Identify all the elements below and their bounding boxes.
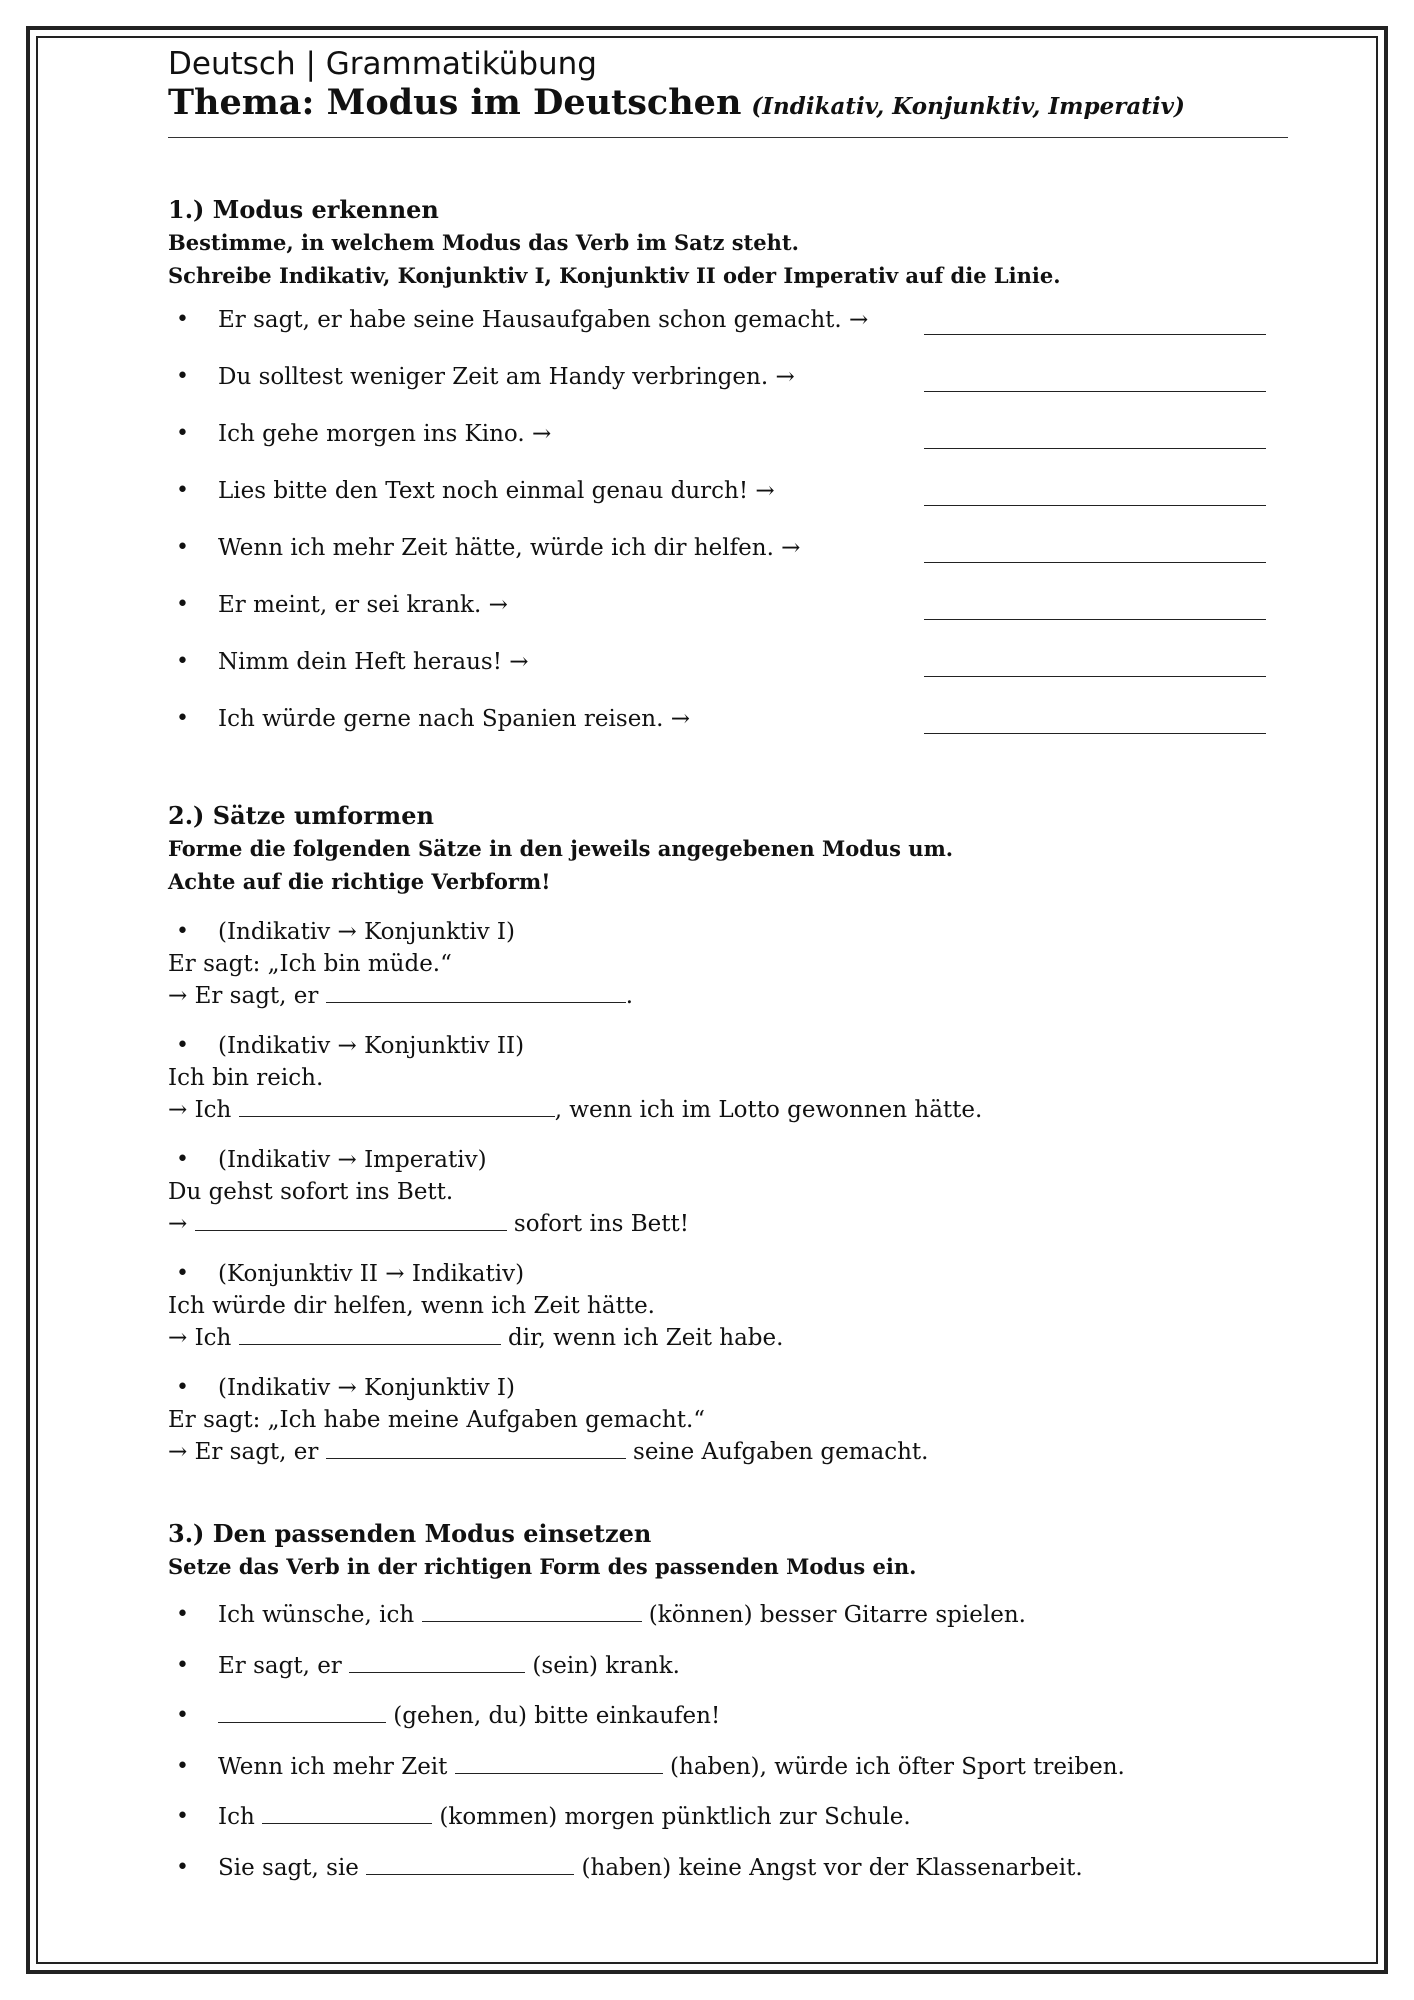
sentence-text: Wenn ich mehr Zeit hätte, würde ich dir helfen. → — [218, 535, 801, 561]
answer-blank[interactable] — [239, 1094, 555, 1117]
bullet-icon: • — [176, 364, 189, 389]
list-item — [168, 642, 1288, 699]
bullet-icon: • — [176, 421, 189, 446]
list-item — [168, 1747, 1288, 1798]
answer-suffix: , wenn ich im Lotto gewonnen hätte. — [554, 1097, 983, 1123]
sentence-text: Nimm dein Heft heraus! → — [218, 649, 529, 675]
answer-line[interactable] — [924, 733, 1266, 734]
answer-prefix: → Er sagt, er — [168, 1439, 326, 1465]
item-suffix: (haben), würde ich öfter Sport treiben. — [662, 1753, 1125, 1780]
answer-suffix: sofort ins Bett! — [506, 1211, 689, 1237]
answer-blank[interactable] — [195, 1208, 507, 1231]
answer-blank[interactable] — [455, 1751, 663, 1774]
section-1-instruction-1: Bestimme, in welchem Modus das Verb im Satz steht. — [168, 230, 799, 255]
bullet-icon: • — [176, 592, 189, 617]
list-item — [168, 300, 1288, 357]
section-1-title: 1.) Modus erkennen — [168, 195, 439, 224]
header-divider — [168, 137, 1288, 138]
page-title: Thema: Modus im Deutschen — [168, 82, 742, 123]
mode-label: (Konjunktiv II → Indikativ) — [218, 1261, 525, 1287]
list-item — [168, 1696, 1288, 1747]
answer-prefix: → Ich — [168, 1097, 239, 1123]
source-sentence: Er sagt: „Ich bin müde.“ — [168, 951, 452, 977]
bullet-icon: • — [176, 1804, 189, 1829]
answer-line[interactable] — [924, 562, 1266, 563]
list-item — [168, 471, 1288, 528]
item-prefix: Ich — [218, 1804, 263, 1830]
transform-exercise — [168, 1372, 1288, 1468]
list-item — [168, 1595, 1288, 1646]
item-prefix: Er sagt, er — [218, 1652, 350, 1679]
answer-row — [168, 1322, 1288, 1354]
list-item — [168, 699, 1288, 756]
answer-prefix: → Er sagt, er — [168, 983, 326, 1009]
answer-row — [168, 1208, 1288, 1240]
bullet-icon: • — [176, 1753, 189, 1779]
answer-line[interactable] — [924, 676, 1266, 677]
answer-line[interactable] — [924, 619, 1266, 620]
list-item — [168, 1848, 1288, 1899]
answer-prefix: → — [168, 1211, 195, 1237]
answer-line[interactable] — [924, 505, 1266, 506]
list-item — [168, 528, 1288, 585]
item-suffix: (haben) keine Angst vor der Klassenarbeit. — [574, 1854, 1083, 1881]
sentence-text: Du solltest weniger Zeit am Handy verbringen. → — [218, 364, 795, 390]
sentence-text: Er sagt, er habe seine Hausaufgaben schon gemacht. → — [218, 307, 869, 333]
bullet-icon: • — [176, 478, 189, 503]
answer-line[interactable] — [924, 334, 1266, 335]
bullet-icon: • — [176, 1261, 189, 1286]
list-item — [168, 357, 1288, 414]
transform-exercise — [168, 916, 1288, 1012]
answer-blank[interactable] — [239, 1322, 501, 1345]
subject: Deutsch — [168, 46, 296, 82]
section-1-instruction-2: Schreibe Indikativ, Konjunktiv I, Konjunktiv II oder Imperativ auf die Linie. — [168, 263, 1061, 288]
transform-exercise — [168, 1030, 1288, 1126]
mode-label: (Indikativ → Konjunktiv I) — [218, 1375, 515, 1401]
bullet-icon: • — [176, 307, 189, 332]
header-separator: | — [305, 46, 316, 82]
section-3-title: 3.) Den passenden Modus einsetzen — [168, 1519, 652, 1548]
bullet-icon: • — [176, 1652, 189, 1678]
section-2-title: 2.) Sätze umformen — [168, 801, 434, 830]
bullet-icon: • — [176, 1147, 189, 1172]
item-prefix: Sie sagt, sie — [218, 1854, 367, 1881]
section-1-list — [168, 300, 1288, 756]
mode-label: (Indikativ → Konjunktiv I) — [218, 919, 515, 945]
answer-blank[interactable] — [262, 1801, 432, 1824]
list-item — [168, 414, 1288, 471]
source-sentence: Ich bin reich. — [168, 1065, 324, 1091]
sentence-text: Lies bitte den Text noch einmal genau durch! → — [218, 478, 775, 504]
bullet-icon: • — [176, 1033, 189, 1058]
bullet-icon: • — [176, 1854, 189, 1880]
answer-blank[interactable] — [366, 1852, 574, 1875]
section-3-instruction: Setze das Verb in der richtigen Form des passenden Modus ein. — [168, 1554, 917, 1579]
answer-line[interactable] — [924, 448, 1266, 449]
bullet-icon: • — [176, 1375, 189, 1400]
sentence-text: Ich gehe morgen ins Kino. → — [218, 421, 552, 447]
answer-line[interactable] — [924, 391, 1266, 392]
answer-row — [168, 1094, 1288, 1126]
section-2-instruction-1: Forme die folgenden Sätze in den jeweils angegebenen Modus um. — [168, 836, 954, 861]
list-item — [168, 585, 1288, 642]
bullet-icon: • — [176, 535, 189, 560]
source-sentence: Er sagt: „Ich habe meine Aufgaben gemacht.“ — [168, 1407, 706, 1433]
bullet-icon: • — [176, 1703, 189, 1728]
answer-row — [168, 980, 1288, 1012]
worksheet — [168, 44, 1288, 1898]
header-subject-line — [168, 44, 1288, 84]
answer-blank[interactable] — [326, 1436, 626, 1459]
list-item — [168, 1646, 1288, 1697]
section-3-list — [168, 1595, 1288, 1898]
mode-label: (Indikativ → Konjunktiv II) — [218, 1033, 525, 1059]
bullet-icon: • — [176, 706, 189, 731]
bullet-icon: • — [176, 919, 189, 944]
mode-label: (Indikativ → Imperativ) — [218, 1147, 487, 1173]
bullet-icon: • — [176, 649, 189, 674]
answer-prefix: → Ich — [168, 1325, 239, 1351]
sentence-text: Er meint, er sei krank. → — [218, 592, 508, 618]
answer-blank[interactable] — [326, 980, 626, 1003]
source-sentence: Ich würde dir helfen, wenn ich Zeit hätte. — [168, 1293, 655, 1319]
transform-exercise — [168, 1144, 1288, 1240]
transform-exercise — [168, 1258, 1288, 1354]
answer-suffix: seine Aufgaben gemacht. — [625, 1439, 929, 1465]
source-sentence: Du gehst sofort ins Bett. — [168, 1179, 454, 1205]
answer-row — [168, 1436, 1288, 1468]
item-suffix: (kommen) morgen pünktlich zur Schule. — [432, 1804, 911, 1830]
item-prefix: Wenn ich mehr Zeit — [218, 1753, 455, 1780]
answer-suffix: . — [625, 983, 634, 1009]
item-suffix: (gehen, du) bitte einkaufen! — [386, 1703, 721, 1729]
worksheet-type: Grammatikübung — [325, 46, 597, 82]
bullet-icon: • — [176, 1602, 189, 1627]
item-suffix: (können) besser Gitarre spielen. — [641, 1602, 1026, 1628]
header-title-line — [168, 82, 1288, 123]
answer-blank[interactable] — [422, 1599, 642, 1622]
section-2-instruction-2: Achte auf die richtige Verbform! — [168, 869, 551, 894]
answer-suffix: dir, wenn ich Zeit habe. — [500, 1325, 784, 1351]
list-item — [168, 1797, 1288, 1848]
item-suffix: (sein) krank. — [525, 1652, 680, 1679]
answer-blank[interactable] — [218, 1700, 386, 1723]
answer-blank[interactable] — [349, 1650, 525, 1673]
page-subtitle: (Indikativ, Konjunktiv, Imperativ) — [751, 93, 1185, 120]
sentence-text: Ich würde gerne nach Spanien reisen. → — [218, 706, 691, 732]
item-prefix: Ich wünsche, ich — [218, 1602, 422, 1628]
